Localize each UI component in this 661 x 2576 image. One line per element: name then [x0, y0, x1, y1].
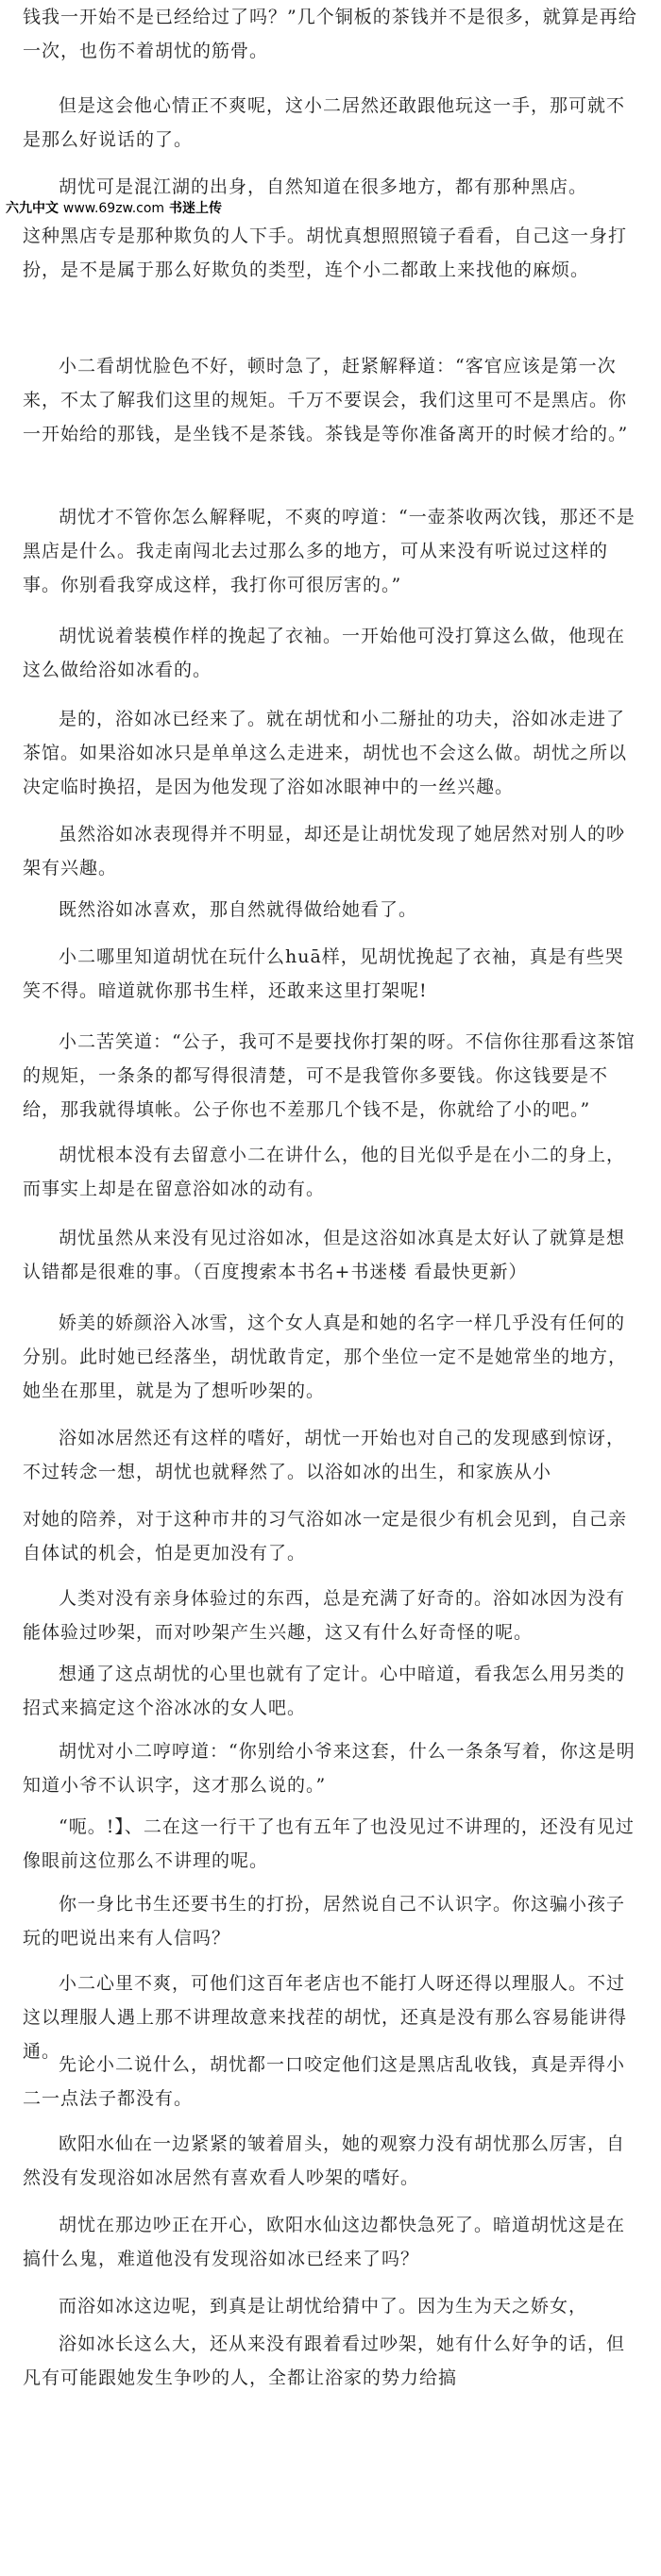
watermark-line: [6, 198, 657, 219]
paragraph-28: 浴如冰长这么大，还从来没有跟着看过吵架，她有什么好争的话，但凡有可能跟她发生争吵的人，全都让浴家的势力给搞: [23, 2333, 626, 2388]
paragraph-27: 而浴如冰这边呢，到真是让胡忧给猜中了。因为生为天之娇女，: [59, 2296, 588, 2317]
paragraph-12: 小二苦笑道：“公子，我可不是要找你打架的呀。不信你往那看这茶馆的规矩，一条条的都写得很清楚，可不是我管你多要钱。你这钱要是不给，那我就得填帐。公子你也不差那几个钱不是，你就给了小的吧。”: [23, 1031, 636, 1120]
paragraph-21: “呃。!】、二在这一行干了也有五年了也没见过不讲理的，还没有见过像眼前这位那么不讲理的呢。: [23, 1816, 635, 1871]
paragraph-9: 虽然浴如冰表现得并不明显，却还是让胡忧发现了她居然对别人的吵架有兴趣。: [23, 824, 626, 878]
paragraph-23: 小二心里不爽，可他们这百年老店也不能打人呀还得以理服人。不过这以理服人遇上那不讲理故意来找茬的胡忧，还真是没有那么容易能讲得通。: [23, 1973, 628, 2062]
paragraph-16: 浴如冰居然还有这样的嗜好，胡忧一开始也对自己的发现感到惊讶，不过转念一想，胡忧也就释然了。以浴如冰的出生，和家族从小: [23, 1428, 626, 1482]
paragraph-7: 胡忧说着装模作样的挽起了衣袖。一开始他可没打算这么做，他现在这么做给浴如冰看的。: [23, 626, 626, 680]
paragraph-3: 胡忧可是混江湖的出身，自然知道在很多地方，都有那种黑店。: [59, 176, 588, 197]
watermark-site: 六九中文: [6, 201, 59, 216]
paragraph-15: 娇美的娇颜浴入冰雪，这个女人真是和她的名字一样几乎没有任何的分别。此时她已经落坐，胡忧敢肯定，那个坐位一定不是她常坐的地方，她坐在那里，就是为了想听吵架的。: [23, 1313, 628, 1401]
paragraph-24: 先论小二说什么，胡忧都一口咬定他们这是黑店乱收钱，真是弄得小二一点法子都没有。: [23, 2054, 626, 2109]
paragraph-25: 欧阳水仙在一边紧紧的皱着眉头，她的观察力没有胡忧那么厉害，自然没有发现浴如冰居然有喜欢看人吵架的嗜好。: [23, 2133, 626, 2188]
paragraph-13: 胡忧根本没有去留意小二在讲什么，他的目光似乎是在小二的身上，而事实上却是在留意浴如冰的动有。: [23, 1145, 626, 1199]
paragraph-20: 胡忧对小二哼哼道：“你别给小爷来这套，什么一条条写着，你这是明知道小爷不认识字，这才那么说的。”: [23, 1741, 636, 1796]
paragraph-11: 小二哪里知道胡忧在玩什么huā样，见胡忧挽起了衣袖，真是有些哭笑不得。暗道就你那书生样，还敢来这里打架呢!: [23, 946, 624, 1001]
paragraph-5: 小二看胡忧脸色不好，顿时急了，赶紧解释道：“客官应该是第一次来，不太了解我们这里的规矩。千万不要误会，我们这里可不是黑店。你一开始给的那钱，是坐钱不是茶钱。茶钱是等你准备离开的时候才给的。”: [23, 356, 629, 444]
paragraph-4: 这种黑店专是那种欺负的人下手。胡忧真想照照镜子看看，自己这一身打扮，是不是属于那么好欺负的类型，连个小二都敢上来找他的麻烦。: [23, 226, 628, 280]
paragraph-19: 想通了这点胡忧的心里也就有了定计。心中暗道，看我怎么用另类的招式来搞定这个浴冰冰的女人吧。: [23, 1664, 626, 1718]
paragraph-10: 既然浴如冰喜欢，那自然就得做给她看了。: [59, 899, 418, 920]
paragraph-22: 你一身比书生还要书生的打扮，居然说自己不认识字。你这骗小孩子玩的吧说出来有人信吗？: [23, 1894, 626, 1949]
paragraph-17: 对她的陪养，对于这种市井的习气浴如冰一定是很少有机会见到，自己亲自体试的机会，怕是更加没有了。: [23, 1509, 628, 1564]
watermark-note: 书迷上传: [168, 201, 222, 216]
watermark-url: www.69zw.com: [62, 201, 165, 216]
paragraph-14: 胡忧虽然从来没有见过浴如冰，但是这浴如冰真是太好认了就算是想认错都是很难的事。（百度搜索本书名+书迷楼 看最快更新）: [23, 1228, 626, 1282]
paragraph-8: 是的，浴如冰已经来了。就在胡忧和小二掰扯的功夫，浴如冰走进了茶馆。如果浴如冰只是单单这么走进来，胡忧也不会这么做。胡忧之所以决定临时换招，是因为他发现了浴如冰眼神中的一丝兴趣。: [23, 709, 628, 797]
paragraph-1: 钱我一开始不是已经给过了吗？”几个铜板的茶钱并不是很多，就算是再给一次，也伤不着胡忧的筋骨。: [23, 7, 637, 61]
paragraph-2: 但是这会他心情正不爽呢，这小二居然还敢跟他玩这一手，那可就不是那么好说话的了。: [23, 95, 626, 150]
paragraph-6: 胡忧才不管你怎么解释呢，不爽的哼道：“一壶茶收两次钱，那还不是黑店是什么。我走南闯北去过那么多的地方，可从来没有听说过这样的事。你别看我穿成这样，我打你可很厉害的。”: [23, 507, 636, 595]
paragraph-18: 人类对没有亲身体验过的东西，总是充满了好奇的。浴如冰因为没有能体验过吵架，而对吵架产生兴趣，这又有什么好奇怪的呢。: [23, 1588, 626, 1643]
paragraph-26: 胡忧在那边吵正在开心，欧阳水仙这边都快急死了。暗道胡忧这是在搞什么鬼，难道他没有发现浴如冰已经来了吗？: [23, 2215, 626, 2269]
